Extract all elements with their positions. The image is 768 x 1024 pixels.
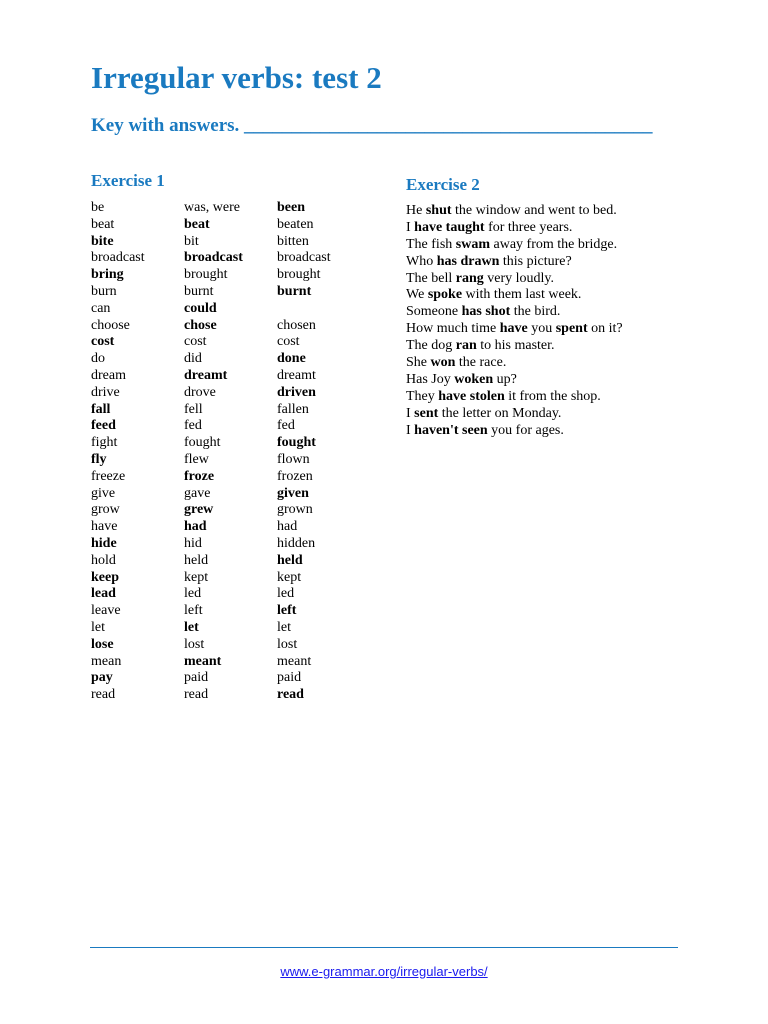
sentence-text: The dog [406, 338, 456, 354]
verb-past-simple: gave [184, 485, 211, 501]
verb-row [91, 301, 377, 318]
verb-past-simple: broadcast [184, 250, 243, 266]
verb-past-participle: let [277, 619, 291, 635]
answer-verb: shut [425, 203, 452, 218]
answer-verb: have taught [414, 219, 485, 235]
verb-base-form: bite [91, 233, 114, 249]
exercise-2-heading: Exercise 2 [406, 175, 480, 194]
sentence-text: We [406, 287, 428, 303]
verb-row [91, 402, 377, 419]
verb-past-participle: driven [277, 384, 316, 400]
verb-row [91, 570, 377, 587]
verb-past-participle: paid [277, 670, 302, 686]
verb-base-form: dream [91, 367, 126, 383]
sentence-text: you [527, 321, 556, 337]
verb-past-simple: beat [184, 216, 210, 232]
verb-past-participle: frozen [277, 468, 313, 484]
verb-row [91, 654, 377, 671]
verb-past-simple: paid [184, 670, 209, 686]
answer-sentence [406, 203, 623, 220]
verb-past-participle: read [277, 687, 304, 703]
sentence-text: I [406, 405, 415, 421]
verb-past-simple: kept [184, 569, 209, 585]
exercise-2-sentences [406, 203, 623, 439]
answer-sentence [406, 389, 623, 406]
verb-past-simple: burnt [184, 283, 214, 299]
answer-sentence [406, 406, 623, 423]
verb-base-form: lose [91, 636, 114, 652]
verb-past-participle: broadcast [277, 250, 331, 266]
verb-row [91, 519, 377, 536]
answer-sentence [406, 423, 623, 440]
verb-row [91, 217, 377, 234]
sentence-text: the race. [455, 355, 507, 371]
verb-row [91, 234, 377, 251]
answer-sentence [406, 338, 623, 355]
sentence-text: on it? [587, 321, 623, 337]
answer-verb: have [499, 321, 528, 337]
answer-verb: sent [414, 405, 439, 421]
verb-past-participle: brought [277, 267, 321, 283]
verb-base-form: pay [91, 670, 113, 686]
verb-base-form: choose [91, 317, 130, 333]
verb-base-form: freeze [91, 468, 126, 484]
answer-verb: woken [454, 371, 494, 387]
verb-past-simple: meant [184, 653, 222, 669]
verb-row [91, 553, 377, 570]
sentence-text: the window and went to bed. [451, 203, 617, 218]
verb-past-participle: had [277, 519, 298, 535]
sentence-text: for three years. [484, 219, 573, 235]
verb-past-participle: left [277, 603, 297, 619]
verb-past-simple: fought [184, 435, 221, 451]
verb-base-form: fall [91, 401, 111, 417]
verb-past-simple: fed [184, 418, 202, 434]
verb-past-simple: froze [184, 468, 215, 484]
sentence-text: this picture? [499, 253, 572, 269]
verb-base-form: cost [91, 334, 115, 350]
answer-verb: has shot [461, 304, 511, 320]
answer-sentence [406, 372, 623, 389]
sentence-text: away from the bridge. [490, 236, 618, 252]
sentence-text: I [406, 219, 415, 235]
verb-row [91, 267, 377, 284]
verb-base-form: hide [91, 535, 117, 551]
answer-verb: spent [555, 321, 588, 337]
verb-row [91, 250, 377, 267]
verb-base-form: fight [91, 435, 118, 451]
verb-past-participle [277, 301, 377, 318]
verb-base-form: give [91, 485, 116, 501]
verb-past-simple: had [184, 519, 207, 535]
verb-past-participle: held [277, 552, 303, 568]
verb-base-form: let [91, 619, 105, 635]
verb-past-participle: flown [277, 451, 310, 467]
answer-verb: spoke [427, 287, 463, 303]
answer-sentence [406, 271, 623, 288]
verb-past-participle: fought [277, 435, 316, 451]
verb-past-participle: cost [277, 334, 300, 350]
verb-row [91, 368, 377, 385]
verb-row [91, 586, 377, 603]
verb-row [91, 620, 377, 637]
verb-past-simple: brought [184, 267, 228, 283]
verb-base-form: drive [91, 384, 120, 400]
sentence-text: with them last week. [462, 287, 582, 303]
sentence-text: Who [406, 253, 437, 269]
verb-base-form: bring [91, 267, 124, 283]
verb-base-form: have [91, 519, 118, 535]
exercise-1-heading: Exercise 1 [91, 171, 165, 190]
sentence-text: to his master. [476, 338, 555, 354]
exercise-1-verb-table [91, 200, 377, 704]
verb-row [91, 637, 377, 654]
verb-base-form: be [91, 200, 105, 215]
verb-past-simple: held [184, 552, 209, 568]
answer-verb: swam [455, 236, 490, 252]
sentence-text: the letter on Monday. [438, 405, 562, 421]
verb-past-simple: hid [184, 535, 202, 551]
verb-past-participle: done [277, 351, 306, 367]
answer-sentence [406, 321, 623, 338]
verb-base-form: mean [91, 653, 122, 669]
sentence-text: He [406, 203, 426, 218]
sentence-text: up? [493, 371, 517, 387]
verb-row [91, 435, 377, 452]
verb-base-form: burn [91, 283, 117, 299]
verb-past-simple: dreamt [184, 367, 228, 383]
verb-past-simple: was, were [184, 200, 240, 215]
answer-verb: haven't seen [414, 422, 488, 438]
verb-past-participle: hidden [277, 535, 316, 551]
sentence-text: it from the shop. [504, 388, 601, 404]
verb-row [91, 687, 377, 704]
verb-past-participle: burnt [277, 283, 312, 299]
verb-past-simple: bit [184, 233, 199, 249]
sentence-text: She [406, 355, 431, 371]
answer-sentence [406, 254, 623, 271]
verb-past-simple: flew [184, 451, 209, 467]
answer-verb: won [430, 355, 456, 371]
answer-sentence [406, 304, 623, 321]
verb-base-form: grow [91, 502, 120, 518]
answer-sentence [406, 355, 623, 372]
verb-base-form: keep [91, 569, 119, 585]
verb-past-simple: cost [184, 334, 207, 350]
verb-base-form: broadcast [91, 250, 145, 266]
verb-past-simple: lost [184, 636, 205, 652]
verb-past-participle: lost [277, 636, 298, 652]
verb-past-participle: given [277, 485, 309, 501]
verb-past-participle: fed [277, 418, 295, 434]
verb-row [91, 318, 377, 335]
verb-base-form: leave [91, 603, 121, 619]
verb-row [91, 486, 377, 503]
verb-base-form: can [91, 300, 111, 316]
sentence-text: the bird. [510, 304, 561, 320]
key-subtitle: Key with answers. ___________________________________________ [91, 115, 653, 136]
answer-sentence [406, 220, 623, 237]
answer-verb: ran [455, 338, 477, 354]
page-title: Irregular verbs: test 2 [91, 60, 382, 95]
verb-past-participle: fallen [277, 401, 309, 417]
verb-base-form: lead [91, 586, 116, 602]
verb-base-form: feed [91, 418, 116, 434]
verb-past-participle: led [277, 586, 295, 602]
verb-base-form: hold [91, 552, 116, 568]
verb-past-participle: kept [277, 569, 302, 585]
verb-past-participle: been [277, 200, 305, 215]
footer-link[interactable]: www.e-grammar.org/irregular-verbs/ [280, 964, 488, 979]
verb-past-participle: dreamt [277, 367, 316, 383]
verb-past-simple: read [184, 687, 209, 703]
answer-sentence [406, 287, 623, 304]
verb-past-participle: beaten [277, 216, 314, 232]
verb-row [91, 670, 377, 687]
sentence-text: Someone [406, 304, 462, 320]
sentence-text: The bell [406, 270, 456, 286]
verb-row [91, 200, 377, 217]
verb-row [91, 385, 377, 402]
sentence-text: They [406, 388, 439, 404]
verb-past-participle: chosen [277, 317, 316, 333]
verb-past-simple: let [184, 619, 199, 635]
verb-base-form: beat [91, 216, 115, 232]
verb-base-form: read [91, 687, 116, 703]
verb-row [91, 452, 377, 469]
sentence-text: The fish [406, 236, 456, 252]
verb-past-participle: bitten [277, 233, 309, 249]
verb-past-simple: could [184, 300, 217, 316]
verb-past-simple: left [184, 603, 203, 619]
verb-row [91, 284, 377, 301]
verb-row [91, 418, 377, 435]
answer-verb: have stolen [438, 388, 505, 404]
sentence-text: Has Joy [406, 371, 455, 387]
verb-row [91, 351, 377, 368]
verb-past-participle: grown [277, 502, 313, 518]
verb-row [91, 334, 377, 351]
verb-row [91, 469, 377, 486]
verb-base-form: fly [91, 451, 107, 467]
sentence-text: I [406, 422, 415, 438]
verb-past-simple: did [184, 351, 202, 367]
verb-row [91, 603, 377, 620]
verb-past-simple: led [184, 586, 202, 602]
verb-row [91, 502, 377, 519]
answer-verb: has drawn [436, 253, 500, 269]
verb-past-simple: chose [184, 317, 217, 333]
sentence-text: you for ages. [487, 422, 564, 438]
footer-divider [90, 947, 678, 948]
verb-past-participle: meant [277, 653, 312, 669]
verb-past-simple: drove [184, 384, 216, 400]
verb-row [91, 536, 377, 553]
answer-sentence [406, 237, 623, 254]
sentence-text: very loudly. [483, 270, 555, 286]
verb-past-simple: fell [184, 401, 203, 417]
verb-past-simple: grew [184, 502, 214, 518]
answer-verb: rang [455, 270, 484, 286]
sentence-text: How much time [406, 321, 500, 337]
verb-base-form: do [91, 351, 105, 367]
